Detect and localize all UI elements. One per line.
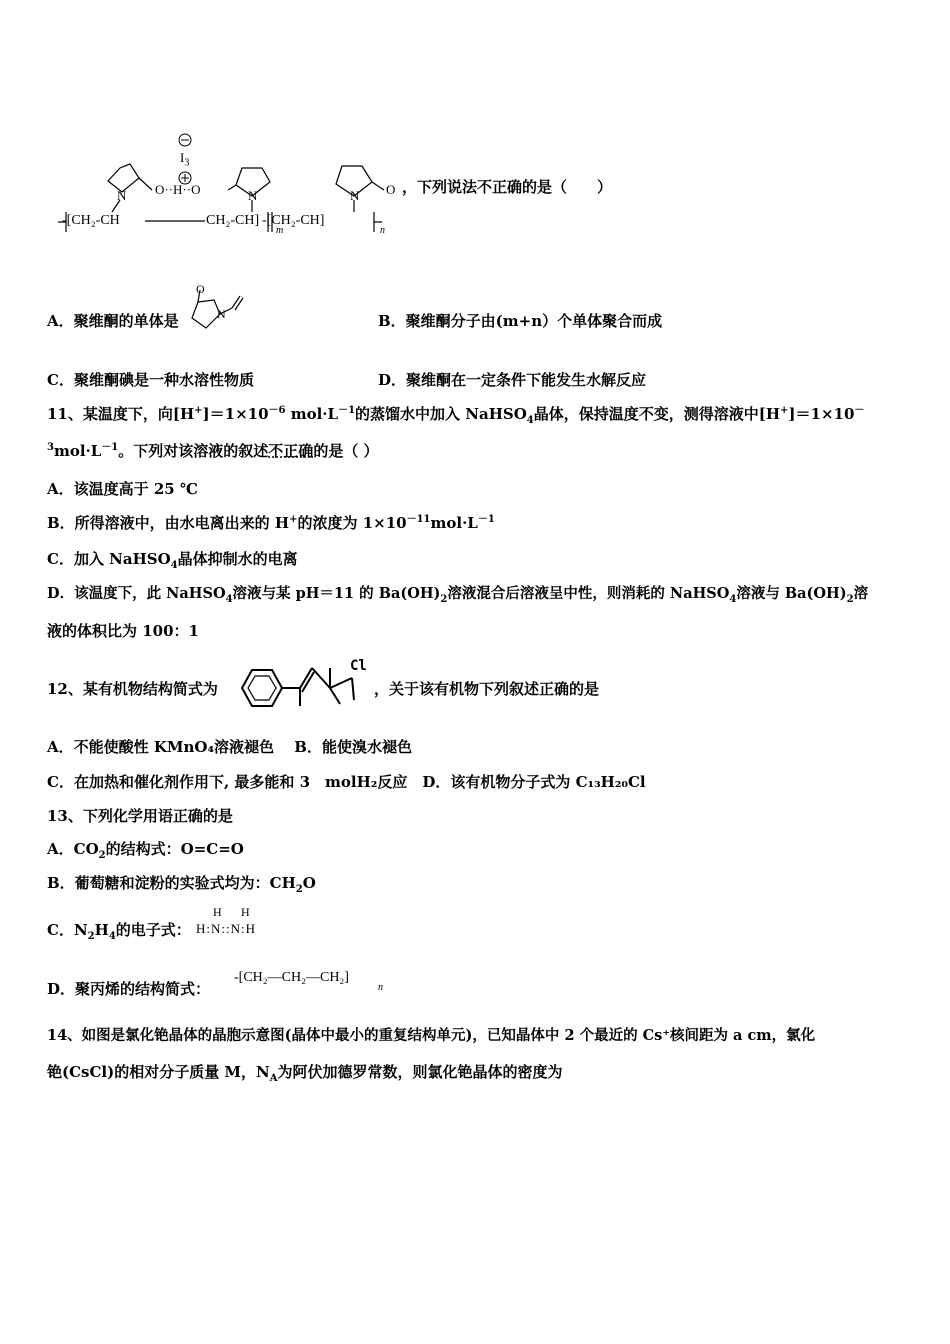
q10-option-d: D．聚维酮在一定条件下能发生水解反应 [378,371,647,389]
emphasis-not-correct: 不正确 [268,442,314,460]
q10-option-c: C．聚维酮碘是一种水溶性物质 [47,371,254,389]
q12-stem-suffix: ，关于该有机物下列叙述正确的是 [374,680,600,698]
chlorine-label: Cl [350,658,367,674]
n-middle: N [248,188,258,203]
q11-option-c: C．加入 NaHSO$_4$晶体抑制水的电离 [47,550,298,571]
iodine-label: $I_3$ [180,150,190,169]
q11-option-d-line2: 液的体积比为 100：1 [47,622,199,640]
q11-stem-line2: $^3mol\cdot L^{-1}$。下列对该溶液的叙述不正确的是（ ） [47,442,379,460]
chain-left: -[CH₂-CH [62,213,120,228]
subscript-n: n [380,225,385,236]
q14-stem-line1: 14、如图是氯化铯晶体的晶胞示意图(晶体中最小的重复结构单元)，已知晶体中 2 个最近的 Cs⁺核间距为 a cm，氯化 [47,1027,816,1044]
q10-option-b: B．聚维酮分子由(m+n）个单体聚合而成 [378,312,663,330]
monomer-o: O [196,282,205,296]
q13-option-b: B．葡萄糖和淀粉的实验式均为：$CH_2O$ [47,874,316,895]
q13-option-d: D．聚丙烯的结构简式： [47,980,211,998]
q11-option-b: B．所得溶液中，由水电离出来的 H+的浓度为 $1\times 10^{-11}mol\cdot L^{-1}$ [47,514,495,532]
q11-option-d: D．该温度下，此 NaHSO$_4$溶液与某 pH＝11 的 $Ba(OH)_2$溶液混合后溶液呈中性，则消耗的 NaHSO$_4$溶液与 $Ba(OH)_2$溶 [47,585,869,605]
q13-option-a: A．$CO_2$的结构式：O=C=O [47,840,244,861]
o-right: O [386,182,396,197]
chain-middle: CH₂-CH] [206,213,260,228]
q10-stem: ，下列说法不正确的是（ ） [402,178,613,196]
n-left: N [117,188,127,203]
q11-stem-line1: 11、某温度下，向$[H^+]=1\times 10^{-6}$ $mol\cdot L^{-1}$的蒸馏水中加入 NaHSO$_4$晶体，保持温度不变，测得溶液中[H+]＝1×10－ [47,405,865,426]
q12-options-cd: C．在加热和催化剂作用下, 最多能和 3 molH₂反应 D．该有机物分子式为 C₁₃H₂₀Cl [47,773,646,791]
q12-options-ab: A．不能使酸性 KMnO₄溶液褪色 B．能使溴水褪色 [47,738,412,756]
n-right: N [350,188,360,203]
hydrogen-bridge: O··H··O [155,182,201,197]
q11-option-a: A．该温度高于 25 ℃ [47,480,198,498]
q14-stem-line2: 铯(CsCl)的相对分子质量 M，$N_A$为阿伏加德罗常数，则氯化铯晶体的密度为 [47,1063,563,1084]
q13-stem: 13、下列化学用语正确的是 [47,807,233,825]
n2h4-formula: H:N::N:H [196,921,256,936]
chain-right: -[CH₂-CH] [262,213,325,228]
q10-option-a: A．聚维酮的单体是 [47,312,179,330]
polymer-drawing [0,0,950,260]
q12-stem-prefix: 12、某有机物结构简式为 [47,680,218,698]
subscript-m: m [276,225,284,236]
monomer-n: N [217,307,226,321]
q13-option-c: C．$N_2H_4$的电子式： [47,921,191,942]
